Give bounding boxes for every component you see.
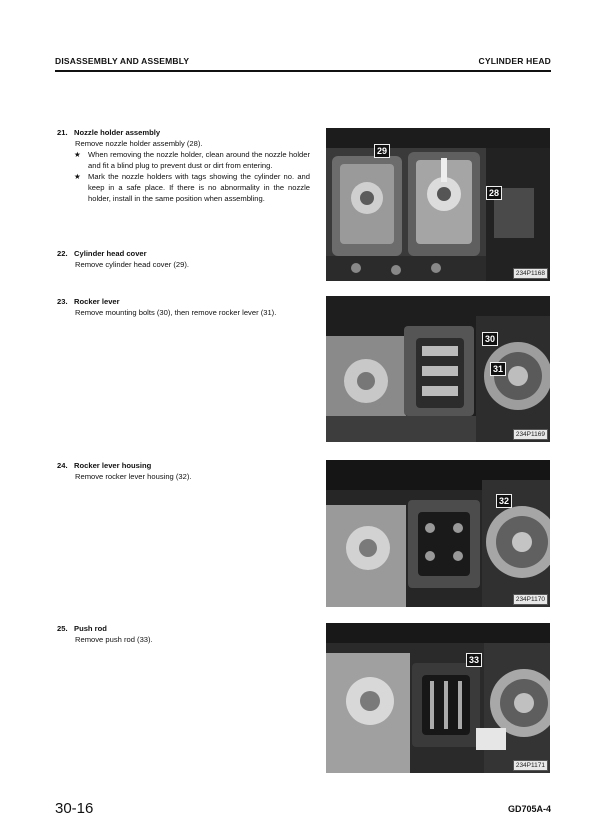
section-title: DISASSEMBLY AND ASSEMBLY	[55, 56, 190, 66]
step-number: 25.	[57, 624, 68, 633]
star-icon: ★	[74, 172, 81, 181]
model-code: GD705A-4	[507, 804, 551, 814]
engine-photo-illustration	[326, 623, 550, 773]
photo-code: 234P1171	[513, 760, 548, 771]
step-text: Remove nozzle holder assembly (28).	[75, 139, 203, 148]
photo-code: 234P1168	[513, 268, 548, 279]
step-note	[57, 149, 310, 171]
photo-code: 234P1169	[513, 429, 548, 440]
step-number: 21.	[57, 128, 68, 137]
photo-push-rod	[326, 623, 550, 773]
step-21	[57, 127, 310, 204]
step-title: Push rod	[74, 624, 107, 633]
step-title: Cylinder head cover	[74, 249, 147, 258]
step-text: Remove mounting bolts (30), then remove rocker lever (31).	[75, 308, 277, 317]
engine-photo-illustration	[326, 296, 550, 442]
callout-tag: 28	[486, 186, 502, 200]
note-text: When removing the nozzle holder, clean around the nozzle holder and fit a blind plug to prevent dust or dirt from entering.	[88, 150, 310, 170]
callout-tag: 33	[466, 653, 482, 667]
page-header	[55, 56, 551, 72]
step-text: Remove cylinder head cover (29).	[75, 260, 189, 269]
engine-photo-illustration	[326, 460, 550, 607]
step-number: 24.	[57, 461, 68, 470]
page-number: 30-16	[55, 800, 94, 817]
step-title: Rocker lever	[74, 297, 120, 306]
callout-tag: 32	[496, 494, 512, 508]
step-number: 23.	[57, 297, 68, 306]
star-icon: ★	[74, 150, 81, 159]
callout-tag: 31	[490, 362, 506, 376]
step-title: Rocker lever housing	[74, 461, 152, 470]
note-text: Mark the nozzle holders with tags showing the cylinder no. and keep in a safe place. If there is no abnormality in the nozzle holder, install in the same position when assembling.	[88, 172, 310, 203]
step-24	[57, 460, 310, 482]
step-25	[57, 623, 310, 645]
photo-rocker-lever	[326, 296, 550, 442]
photo-code: 234P1170	[513, 594, 548, 605]
step-22	[57, 248, 310, 270]
callout-tag: 29	[374, 144, 390, 158]
step-note	[57, 171, 310, 204]
step-text: Remove rocker lever housing (32).	[75, 472, 192, 481]
photo-nozzle-holder	[326, 128, 550, 281]
step-text: Remove push rod (33).	[75, 635, 153, 644]
step-number: 22.	[57, 249, 68, 258]
chapter-title: CYLINDER HEAD	[478, 56, 551, 66]
step-title: Nozzle holder assembly	[74, 128, 161, 137]
engine-photo-illustration	[326, 128, 550, 281]
callout-tag: 30	[482, 332, 498, 346]
step-23	[57, 296, 310, 318]
photo-rocker-housing	[326, 460, 550, 607]
